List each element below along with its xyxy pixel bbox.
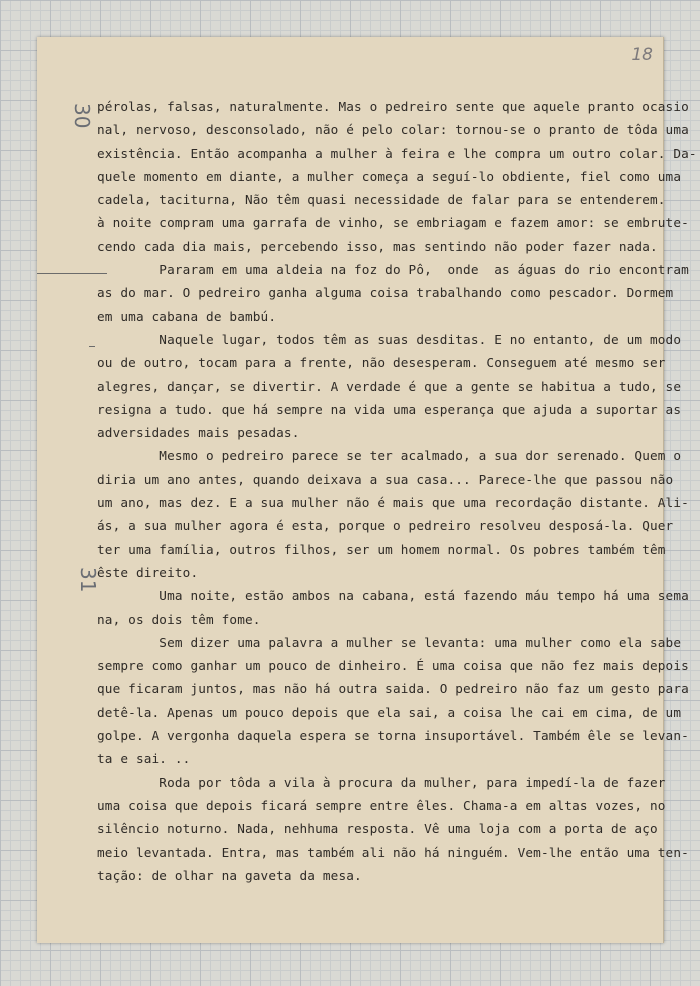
text-line: nal, nervoso, desconsolado, não é pelo colar: tornou-se o pranto de tôda uma [97,122,689,138]
text-line: Naquele lugar, todos têm as suas desditas. E no entanto, de um modo [97,331,682,347]
text-line: resigna a tudo. que há sempre na vida uma esperança que ajuda a suportar as [97,401,682,417]
text-line: um ano, mas dez. E a sua mulher não é mais que uma recordação distante. Ali- [97,495,689,511]
text-line: que ficaram juntos, mas não há outra saida. O pedreiro não faz um gesto para [97,681,689,697]
text-line: em uma cabana de bambú. [97,308,277,324]
text-line: tação: de olhar na gaveta da mesa. [97,867,362,883]
text-line: cadela, taciturna, Não têm quasi necessidade de falar para se entenderem. [97,192,666,208]
text-line: à noite compram uma garrafa de vinho, se embriagam e fazem amor: se embrute- [97,215,689,231]
text-line: golpe. A vergonha daquela espera se torna insuportável. Também êle se levan- [97,728,689,744]
text-line: Sem dizer uma palavra a mulher se levanta: uma mulher como ela sabe [97,634,682,650]
text-line: pérolas, falsas, naturalmente. Mas o pedreiro sente que aquele pranto ocasio [97,99,689,114]
text-line: detê-la. Apenas um pouco depois que ela sai, a coisa lhe cai em cima, de um [97,704,682,720]
text-line: diria um ano antes, quando deixava a sua casa... Parece-lhe que passou não [97,471,674,487]
text-line: Pararam em uma aldeia na foz do Pô, onde as águas do rio encontram [97,262,689,278]
typewritten-page [37,37,697,943]
text-line: adversidades mais pesadas. [97,425,300,441]
margin-note-31: 31 [76,567,100,593]
text-line: ta e sai. .. [97,751,191,767]
text-line: ou de outro, tocam para a frente, não desesperam. Conseguem até mesmo ser [97,355,666,371]
page-number: 18 [631,45,653,65]
text-line: Uma noite, estão ambos na cabana, está fazendo máu tempo há uma sema [97,588,689,604]
text-line: ter uma família, outros filhos, ser um homem normal. Os pobres também têm [97,541,666,557]
text-line: as do mar. O pedreiro ganha alguma coisa trabalhando como pescador. Dormem [97,285,674,301]
margin-note-30: 30 [70,103,94,129]
text-line: êste direito. [97,564,199,580]
text-line: cendo cada dia mais, percebendo isso, mas sentindo não poder fazer nada. [97,238,658,254]
text-line: meio levantada. Entra, mas também ali não há ninguém. Vem-lhe então uma ten- [97,844,689,860]
text-line: quele momento em diante, a mulher começa a seguí-lo obdiente, fiel como uma [97,168,682,184]
text-line: ás, a sua mulher agora é esta, porque o pedreiro resolveu desposá-la. Quer [97,518,674,534]
text-line: Mesmo o pedreiro parece se ter acalmado, a sua dor serenado. Quem o [97,448,682,464]
text-line: na, os dois têm fome. [97,611,261,627]
text-line: sempre como ganhar um pouco de dinheiro. É uma coisa que não fez mais depois [97,658,689,674]
text-line: existência. Então acompanha a mulher à feira e lhe compra um outro colar. Da- [97,145,697,161]
margin-mark [89,346,95,347]
body-text [97,95,697,887]
text-line: uma coisa que depois ficará sempre entre êles. Chama-a em altas vozes, no [97,797,666,813]
text-line: silêncio noturno. Nada, nehhuma resposta. Vê uma loja com a porta de aço [97,821,658,837]
text-line: Roda por tôda a vila à procura da mulher, para impedí-la de fazer [97,774,666,790]
text-line: alegres, dançar, se divertir. A verdade é que a gente se habitua a tudo, se [97,378,682,394]
